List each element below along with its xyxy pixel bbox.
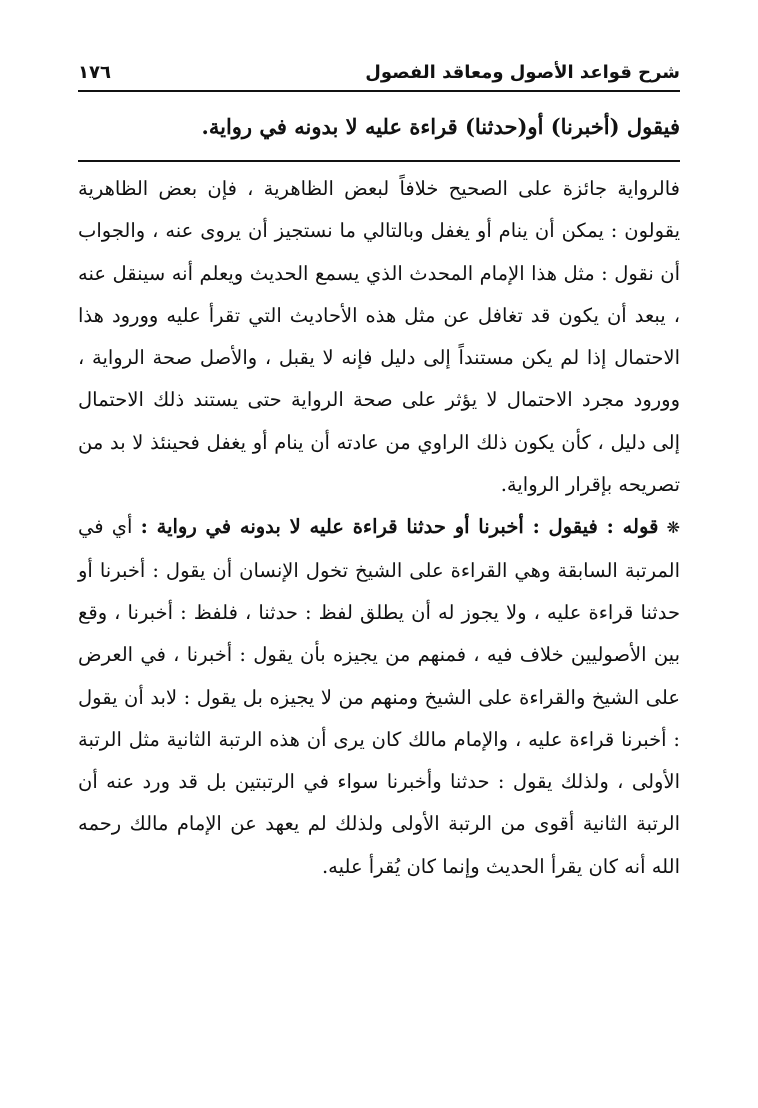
commentary — [78, 168, 680, 888]
matn-text: فيقول (أخبرنا) أو(حدثنا) قراءة عليه لا بدونه في رواية. — [78, 106, 680, 162]
star-icon: ❋ — [666, 518, 680, 538]
book-title: شرح قواعد الأصول ومعاقد الفصول — [365, 62, 680, 83]
commentary-paragraph: فالرواية جائزة على الصحيح خلافاً لبعض الظاهرية ، فإن بعض الظاهرية يقولون : يمكن أن ينام أو يغفل وبالتالي ما نستجيز أن يروى عنه ، والجواب أن نقول : مثل هذا الإمام المحدث الذي يسمع الحديث ويعلم أنه سينقل عنه ، يبعد أن يكون قد تغافل عن مثل هذه الأحاديث التي تقرأ عليه وورود هذا الاحتمال إذا لم يكن مستنداً إلى دليل فإنه لا يقبل ، والأصل صحة الرواية ، وورود مجرد الاحتمال لا يؤثر على صحة الرواية حتى يستند ذلك الاحتمال إلى دليل ، كأن يكون ذلك الراوي من عادته أن ينام أو يغفل فحينئذ لا بد من تصريحه بإقرار الرواية. — [78, 177, 680, 497]
lemma-heading: قوله : فيقول : أخبرنا أو حدثنا قراءة عليه لا بدونه في رواية : — [140, 515, 659, 539]
running-header — [78, 58, 680, 92]
commentary-paragraph — [78, 506, 680, 888]
page-number: ١٧٦ — [78, 62, 111, 83]
commentary-text: أي في المرتبة السابقة وهي القراءة على الشيخ تخول الإنسان أن يقول : أخبرنا أو حدثنا قراءة عليه ، ولا يجوز له أن يطلق لفظ : حدثنا ، فلفظ : أخبرنا ، وقع بين الأصوليين خلاف فيه ، فمنهم من يجيزه بأن يقول : أخبرنا ، في العرض على الشيخ والقراءة على الشيخ ومنهم من لا يجيزه بل يقول : لابد أن يقول : أخبرنا قراءة عليه ، والإمام مالك كان يرى أن هذه الرتبة الثانية مثل الرتبة الأولى ، ولذلك يقول : حدثنا وأخبرنا سواء في الرتبتين بل قد ورد عنه أن الرتبة الثانية أقوى من الرتبة الأولى ولذلك لم يعهد عن الإمام مالك رحمه الله أنه كان يقرأ الحديث وإنما كان يُقرأ عليه. — [78, 515, 680, 878]
book-page — [78, 58, 680, 888]
